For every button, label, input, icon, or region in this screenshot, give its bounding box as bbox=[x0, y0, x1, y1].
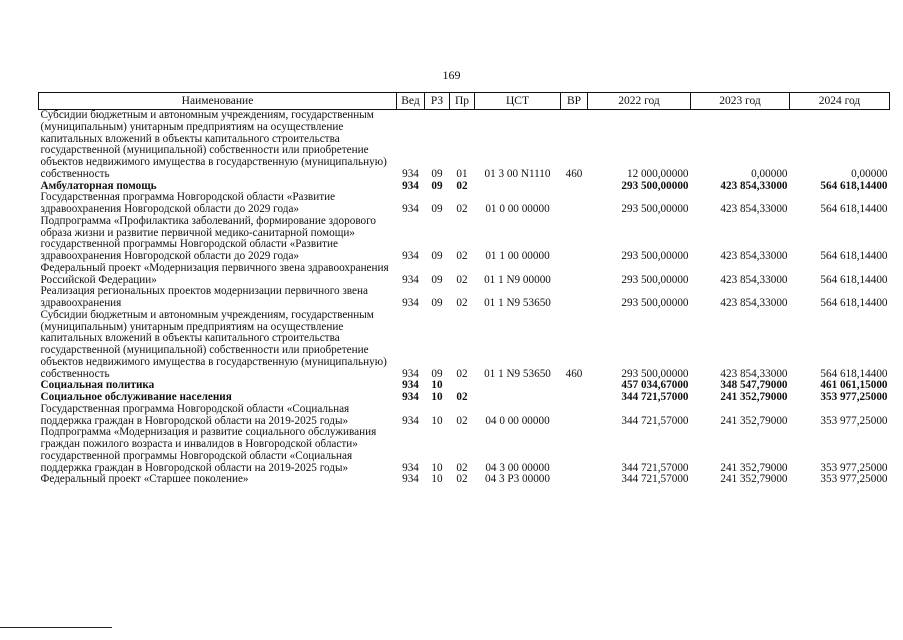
table-cell-pr: 02 bbox=[456, 473, 468, 486]
table-cell-2024: 564 618,14400 bbox=[820, 179, 888, 192]
table-cell-vr bbox=[561, 216, 588, 263]
table-cell-vr bbox=[561, 392, 588, 404]
table-cell-name: Субсидии бюджетным и автономным учреждениям, государственным (муниципальным) унитарным предприятиям на осуществление капитальных вложений в объекты капитального строительства государственной (муниципальной) собственности или приобретение объектов недвижимого имущества в государственную (муниципальную) собственность bbox=[40, 308, 387, 380]
table-cell-cst: 04 3 00 00000 bbox=[485, 461, 550, 474]
table-cell-2022: 12 000,00000 bbox=[626, 167, 689, 180]
table-cell-vr bbox=[561, 404, 588, 428]
column-header-2022: 2022 год bbox=[588, 93, 691, 110]
table-cell-2024: 564 618,14400 bbox=[820, 297, 888, 309]
column-header-name: Наименование bbox=[39, 93, 397, 110]
table-cell-ved: 934 bbox=[402, 461, 419, 474]
table-cell-2024: 0,00000 bbox=[851, 167, 888, 180]
table-row bbox=[39, 392, 890, 404]
table-header-row bbox=[39, 93, 890, 110]
column-header-cst: ЦСТ bbox=[475, 93, 561, 110]
table-cell-2023: 423 854,33000 bbox=[720, 273, 788, 286]
table-cell-name: Государственная программа Новгородской области «Социальная поддержка граждан в Новгородской области на 2019-2025 годы» bbox=[40, 402, 350, 427]
table-cell-2023: 423 854,33000 bbox=[720, 297, 788, 309]
table-cell-cst bbox=[475, 392, 561, 404]
table-cell-2022: 293 500,00000 bbox=[621, 203, 689, 215]
table-cell-cst: 01 3 00 N1110 bbox=[484, 167, 551, 180]
table-cell-cst: 01 1 N9 00000 bbox=[484, 273, 551, 286]
table-cell-ved: 934 bbox=[402, 297, 419, 309]
table-cell-vr bbox=[561, 286, 588, 310]
table-cell-vr bbox=[561, 192, 588, 216]
table-cell-2022: 344 721,57000 bbox=[621, 391, 689, 403]
table-cell-ved: 934 bbox=[402, 414, 419, 427]
table-cell-2024: 353 977,25000 bbox=[820, 461, 888, 474]
table-cell-ved: 934 bbox=[402, 391, 419, 403]
table-cell-2024: 564 618,14400 bbox=[820, 367, 888, 380]
table-cell-cst bbox=[475, 181, 561, 193]
table-cell-pr: 02 bbox=[456, 179, 468, 192]
table-cell-ved: 934 bbox=[402, 473, 419, 486]
table-cell-pr: 02 bbox=[456, 391, 468, 403]
table-cell-pr: 02 bbox=[456, 203, 468, 215]
column-header-pr: Пр bbox=[450, 93, 475, 110]
table-cell-ved: 934 bbox=[402, 367, 419, 380]
table-cell-2022: 293 500,00000 bbox=[621, 297, 689, 309]
table-cell-name: Социальная политика bbox=[40, 379, 155, 392]
table-cell-2022: 293 500,00000 bbox=[621, 250, 689, 262]
table-cell-2023: 0,00000 bbox=[751, 167, 788, 180]
table-cell-cst: 01 1 00 00000 bbox=[485, 250, 550, 262]
table-cell-pr: 02 bbox=[456, 250, 468, 262]
table-cell-2024: 461 061,15000 bbox=[820, 379, 888, 392]
table-cell-ved: 934 bbox=[402, 167, 419, 180]
table-cell-ved: 934 bbox=[402, 179, 419, 192]
table-cell-pr: 01 bbox=[456, 167, 468, 180]
table-cell-2023: 423 854,33000 bbox=[720, 250, 788, 262]
column-header-vr: ВР bbox=[561, 93, 588, 110]
table-cell-2022: 293 500,00000 bbox=[621, 367, 689, 380]
table-cell-ved: 934 bbox=[402, 379, 419, 392]
table-cell-name: Субсидии бюджетным и автономным учреждениям, государственным (муниципальным) унитарным предприятиям на осуществление капитальных вложений в объекты капитального строительства государственной (муниципальной) собственности или приобретение объектов недвижимого имущества в государственную (муниципальную) собственность bbox=[40, 109, 387, 180]
table-cell-rz: 09 bbox=[431, 250, 443, 262]
table-cell-rz: 09 bbox=[431, 297, 443, 309]
table-cell-rz: 09 bbox=[431, 367, 443, 380]
table-cell-2023: 348 547,79000 bbox=[720, 379, 788, 392]
page-number: 169 bbox=[442, 68, 461, 82]
table-cell-pr: 02 bbox=[456, 367, 468, 380]
table-cell-2024: 564 618,14400 bbox=[820, 250, 888, 262]
table-cell-2023: 241 352,79000 bbox=[720, 391, 788, 403]
table-cell-2022: 344 721,57000 bbox=[621, 473, 689, 486]
table-row bbox=[39, 263, 890, 287]
table-cell-2024: 353 977,25000 bbox=[820, 414, 888, 427]
table-cell-rz: 10 bbox=[431, 414, 443, 427]
table-cell-cst: 01 0 00 00000 bbox=[485, 203, 550, 215]
table-cell-name: Государственная программа Новгородской области «Развитие здравоохранения Новгородской области до 2029 года» bbox=[40, 191, 336, 215]
column-header-2024: 2024 год bbox=[790, 93, 890, 110]
table-cell-pr: 02 bbox=[456, 273, 468, 286]
table-cell-name: Федеральный проект «Старшее поколение» bbox=[40, 473, 249, 486]
table-cell-2023: 241 352,79000 bbox=[720, 461, 788, 474]
column-header-2023: 2023 год bbox=[691, 93, 790, 110]
table-cell-2023: 423 854,33000 bbox=[720, 179, 788, 192]
table-body bbox=[39, 110, 890, 487]
table-row bbox=[39, 192, 890, 216]
table-cell-ved: 934 bbox=[402, 273, 419, 286]
table-cell-pr: 02 bbox=[456, 414, 468, 427]
table-row bbox=[39, 216, 890, 263]
table-cell-pr: 02 bbox=[456, 461, 468, 474]
table-row bbox=[39, 286, 890, 310]
table-row bbox=[39, 310, 890, 381]
table-cell-2022: 344 721,57000 bbox=[621, 414, 689, 427]
table-cell-name: Реализация региональных проектов модернизации первичного звена здравоохранения bbox=[40, 285, 368, 309]
table-cell-ved: 934 bbox=[402, 250, 419, 262]
table-cell-2022: 293 500,00000 bbox=[621, 179, 689, 192]
table-cell-name: Социальное обслуживание населения bbox=[40, 391, 232, 403]
table-cell-cst: 04 0 00 00000 bbox=[485, 414, 550, 427]
table-cell-2022: 293 500,00000 bbox=[621, 273, 689, 286]
table-cell-name: Федеральный проект «Модернизация первичного звена здравоохранения Российской Федерации» bbox=[40, 261, 389, 286]
table-cell-rz: 09 bbox=[431, 179, 443, 192]
table-cell-name: Амбулаторная помощь bbox=[40, 179, 157, 192]
table-cell-rz: 10 bbox=[431, 473, 443, 486]
table-row bbox=[39, 404, 890, 428]
table-cell-vr: 460 bbox=[565, 167, 583, 180]
table-row bbox=[39, 474, 890, 486]
table-row bbox=[39, 427, 890, 474]
table-cell-2023: 423 854,33000 bbox=[720, 367, 788, 380]
table-cell-pr: 02 bbox=[456, 297, 468, 309]
table-cell-cst: 01 1 N9 53650 bbox=[484, 367, 551, 380]
table-cell-name: Подпрограмма «Профилактика заболеваний, формирование здорового образа жизни и развитие первичной медико-санитарной помощи» государственной программы Новгородской области «Развитие здравоохранения Новгородской области до 2029 года» bbox=[40, 214, 377, 262]
table-cell-2024: 353 977,25000 bbox=[820, 473, 888, 486]
table-cell-vr bbox=[561, 181, 588, 193]
table-cell-cst: 04 3 P3 00000 bbox=[485, 473, 550, 486]
table-cell-cst bbox=[475, 380, 561, 392]
table-cell-rz: 09 bbox=[431, 273, 443, 286]
footnote-divider bbox=[0, 627, 112, 628]
table-cell-2023: 241 352,79000 bbox=[720, 473, 788, 486]
table-cell-2022: 344 721,57000 bbox=[621, 461, 689, 474]
table-cell-rz: 10 bbox=[431, 391, 443, 403]
table-cell-2023: 241 352,79000 bbox=[720, 414, 788, 427]
table-cell-vr bbox=[561, 427, 588, 474]
column-header-ved: Вед bbox=[397, 93, 425, 110]
table-cell-name: Подпрограмма «Модернизация и развитие социального обслуживания граждан пожилого возраста и инвалидов в Новгородской области» государственной программы Новгородской области «Социальная поддержка граждан в Новгородской области на 2019-2025 годы» bbox=[40, 426, 377, 474]
table-cell-2024: 564 618,14400 bbox=[820, 203, 888, 215]
table-cell-vr: 460 bbox=[565, 367, 583, 380]
table-row bbox=[39, 110, 890, 181]
table-cell-2023: 423 854,33000 bbox=[720, 203, 788, 215]
table-cell-rz: 09 bbox=[431, 203, 443, 215]
table-cell-2024: 564 618,14400 bbox=[820, 273, 888, 286]
table-cell-vr bbox=[561, 474, 588, 486]
table-cell-rz: 10 bbox=[431, 379, 443, 392]
table-cell-2022: 457 034,67000 bbox=[621, 379, 689, 392]
table-cell-2024: 353 977,25000 bbox=[820, 391, 888, 403]
table-cell-vr bbox=[561, 263, 588, 287]
budget-table bbox=[38, 92, 890, 486]
table-cell-cst: 01 1 N9 53650 bbox=[484, 297, 551, 309]
column-header-rz: РЗ bbox=[425, 93, 450, 110]
table-cell-rz: 09 bbox=[431, 167, 443, 180]
table-cell-vr bbox=[561, 380, 588, 392]
table-cell-rz: 10 bbox=[431, 461, 443, 474]
table-cell-ved: 934 bbox=[402, 203, 419, 215]
